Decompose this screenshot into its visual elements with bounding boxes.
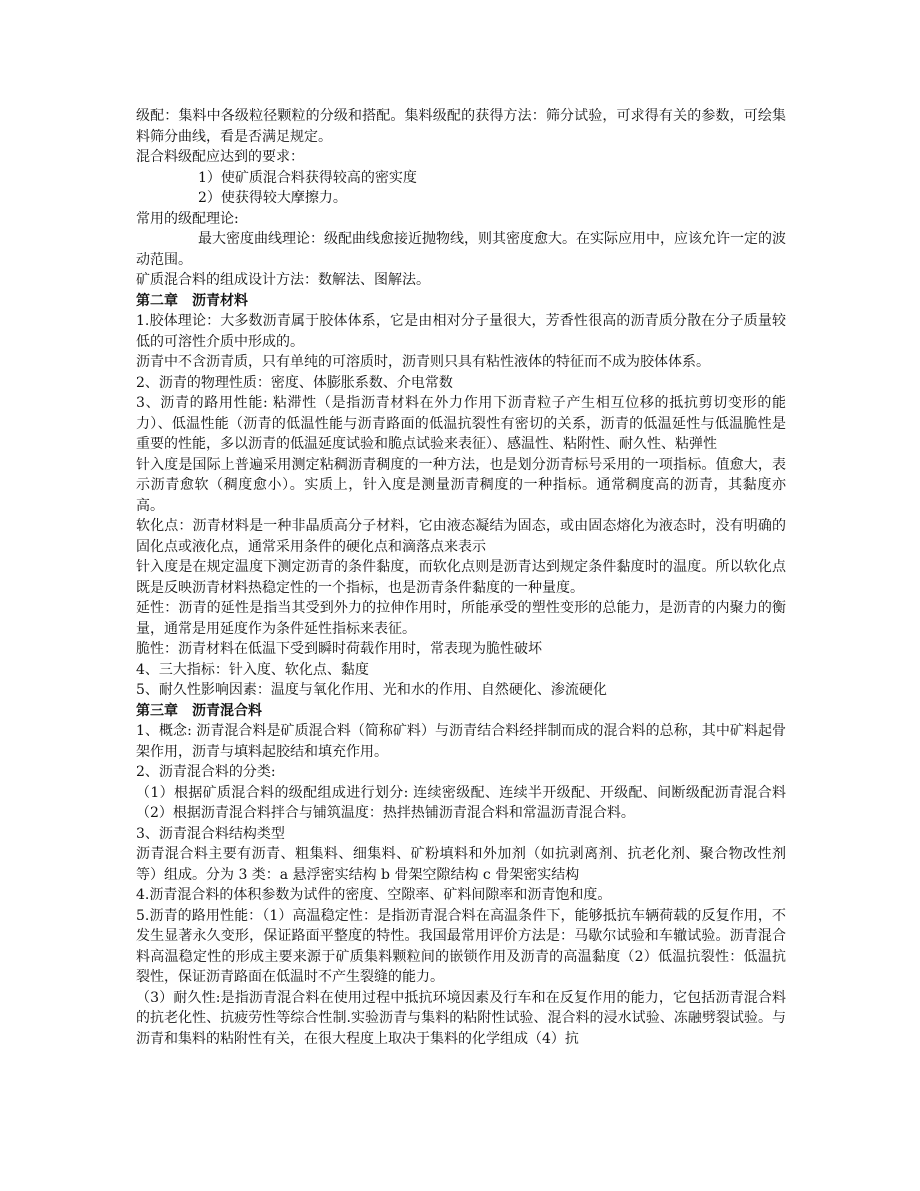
- paragraph: 最大密度曲线理论：级配曲线愈接近抛物线，则其密度愈大。在实际应用中，应该允许一定的波动范围。: [136, 231, 786, 268]
- paragraph: 3、沥青混合料结构类型: [136, 825, 285, 842]
- paragraph: 5.沥青的路用性能：（1）高温稳定性：是指沥青混合料在高温条件下，能够抵抗车辆荷载的反复作用，不发生显著永久变形，保证路面平整度的特性。我国最常用评价方法是：马歇尔试验和车辙试验。沥青混合料高温稳定性的形成主要来源于矿质集料颗粒间的嵌锁作用及沥青的高温黏度（2）低温抗裂性：低温抗裂性，保证沥青路面在低温时不产生裂缝的能力。: [136, 907, 786, 985]
- paragraph: 2、沥青混合料的分类:: [136, 764, 276, 780]
- list-item: 1）使矿质混合料获得较高的密实度: [198, 169, 417, 186]
- paragraph: 1.胶体理论：大多数沥青属于胶体体系，它是由相对分子量很大，芳香性很高的沥青质分散在分子质量较低的可溶性介质中形成的。: [136, 313, 786, 350]
- paragraph: 5、耐久性影响因素：温度与氧化作用、光和水的作用、自然硬化、渗流硬化: [136, 682, 607, 698]
- paragraph: 沥青混合料主要有沥青、粗集料、细集料、矿粉填料和外加剂（如抗剥离剂、抗老化剂、聚合物改性剂等）组成。分为 3 类：a 悬浮密实结构 b 骨架空隙结构 c 骨架密实结构: [136, 846, 786, 883]
- paragraph: 沥青中不含沥青质，只有单纯的可溶质时，沥青则只具有粘性液体的特征而不成为胶体体系。: [136, 354, 710, 370]
- chapter-heading: 第二章 沥青材料: [136, 292, 248, 309]
- paragraph: 4.沥青混合料的体积参数为试件的密度、空隙率、矿料间隙率和沥青饱和度。: [136, 887, 612, 903]
- paragraph: 混合料级配应达到的要求：: [136, 149, 304, 165]
- paragraph: 常用的级配理论:: [136, 210, 239, 227]
- paragraph: 软化点：沥青材料是一种非晶质高分子材料，它由液态凝结为固态，或由固态熔化为液态时，没有明确的固化点或液化点，通常采用条件的硬化点和滴落点来表示: [136, 518, 786, 555]
- document-page: [136, 106, 786, 1049]
- chapter-heading: 第三章 沥青混合料: [136, 702, 262, 719]
- paragraph: 脆性：沥青材料在低温下受到瞬时荷载作用时，常表现为脆性破坏: [136, 641, 542, 657]
- paragraph: 级配：集料中各级粒径颗粒的分级和搭配。集料级配的获得方法：筛分试验，可求得有关的参数，可绘集料筛分曲线，看是否满足规定。: [136, 108, 786, 145]
- paragraph: 矿质混合料的组成设计方法：数解法、图解法。: [136, 272, 430, 288]
- paragraph: 3、沥青的路用性能: 粘滞性（是指沥青材料在外力作用下沥青粒子产生相互位移的抵抗剪切变形的能力）、低温性能（沥青的低温性能与沥青路面的低温抗裂性有密切的关系，沥青的低温延性与低温脆性是重要的性能，多以沥青的低温延度试验和脆点试验来表征）、感温性、粘附性、耐久性、粘弹性: [136, 395, 786, 452]
- paragraph: 4、三大指标：针入度、软化点、黏度: [136, 661, 369, 678]
- paragraph: （3）耐久性:是指沥青混合料在使用过程中抵抗环境因素及行车和在反复作用的能力，它包括沥青混合料的抗老化性、抗疲劳性等综合性制.实验沥青与集料的粘附性试验、混合料的浸水试验、冻融劈裂试验。与沥青和集料的粘附性有关，在很大程度上取决于集料的化学组成（4）抗: [136, 989, 786, 1047]
- list-item: 2）使获得较大摩擦力。: [198, 190, 347, 206]
- paragraph: 针入度是在规定温度下测定沥青的条件黏度，而软化点则是沥青达到规定条件黏度时的温度。所以软化点既是反映沥青材料热稳定性的一个指标，也是沥青条件黏度的一种量度。: [136, 559, 786, 596]
- paragraph: 针入度是国际上普遍采用测定粘稠沥青稠度的一种方法，也是划分沥青标号采用的一项指标。值愈大，表示沥青愈软（稠度愈小）。实质上，针入度是测量沥青稠度的一种指标。通常稠度高的沥青，其黏度亦高。: [136, 456, 786, 514]
- paragraph: 延性：沥青的延性是指当其受到外力的拉伸作用时，所能承受的塑性变形的总能力，是沥青的内聚力的衡量，通常是用延度作为条件延性指标来表征。: [136, 600, 786, 637]
- paragraph: 1、概念: 沥青混合料是矿质混合料（简称矿料）与沥青结合料经拌制而成的混合料的总称，其中矿料起骨架作用，沥青与填料起胶结和填充作用。: [136, 723, 786, 760]
- paragraph: （1）根据矿质混合料的级配组成进行划分: 连续密级配、连续半开级配、开级配、间断级配沥青混合料（2）根据沥青混合料拌合与铺筑温度：热拌热铺沥青混合料和常温沥青混合料。: [136, 784, 786, 821]
- paragraph: 2、沥青的物理性质：密度、体膨胀系数、介电常数: [136, 374, 453, 391]
